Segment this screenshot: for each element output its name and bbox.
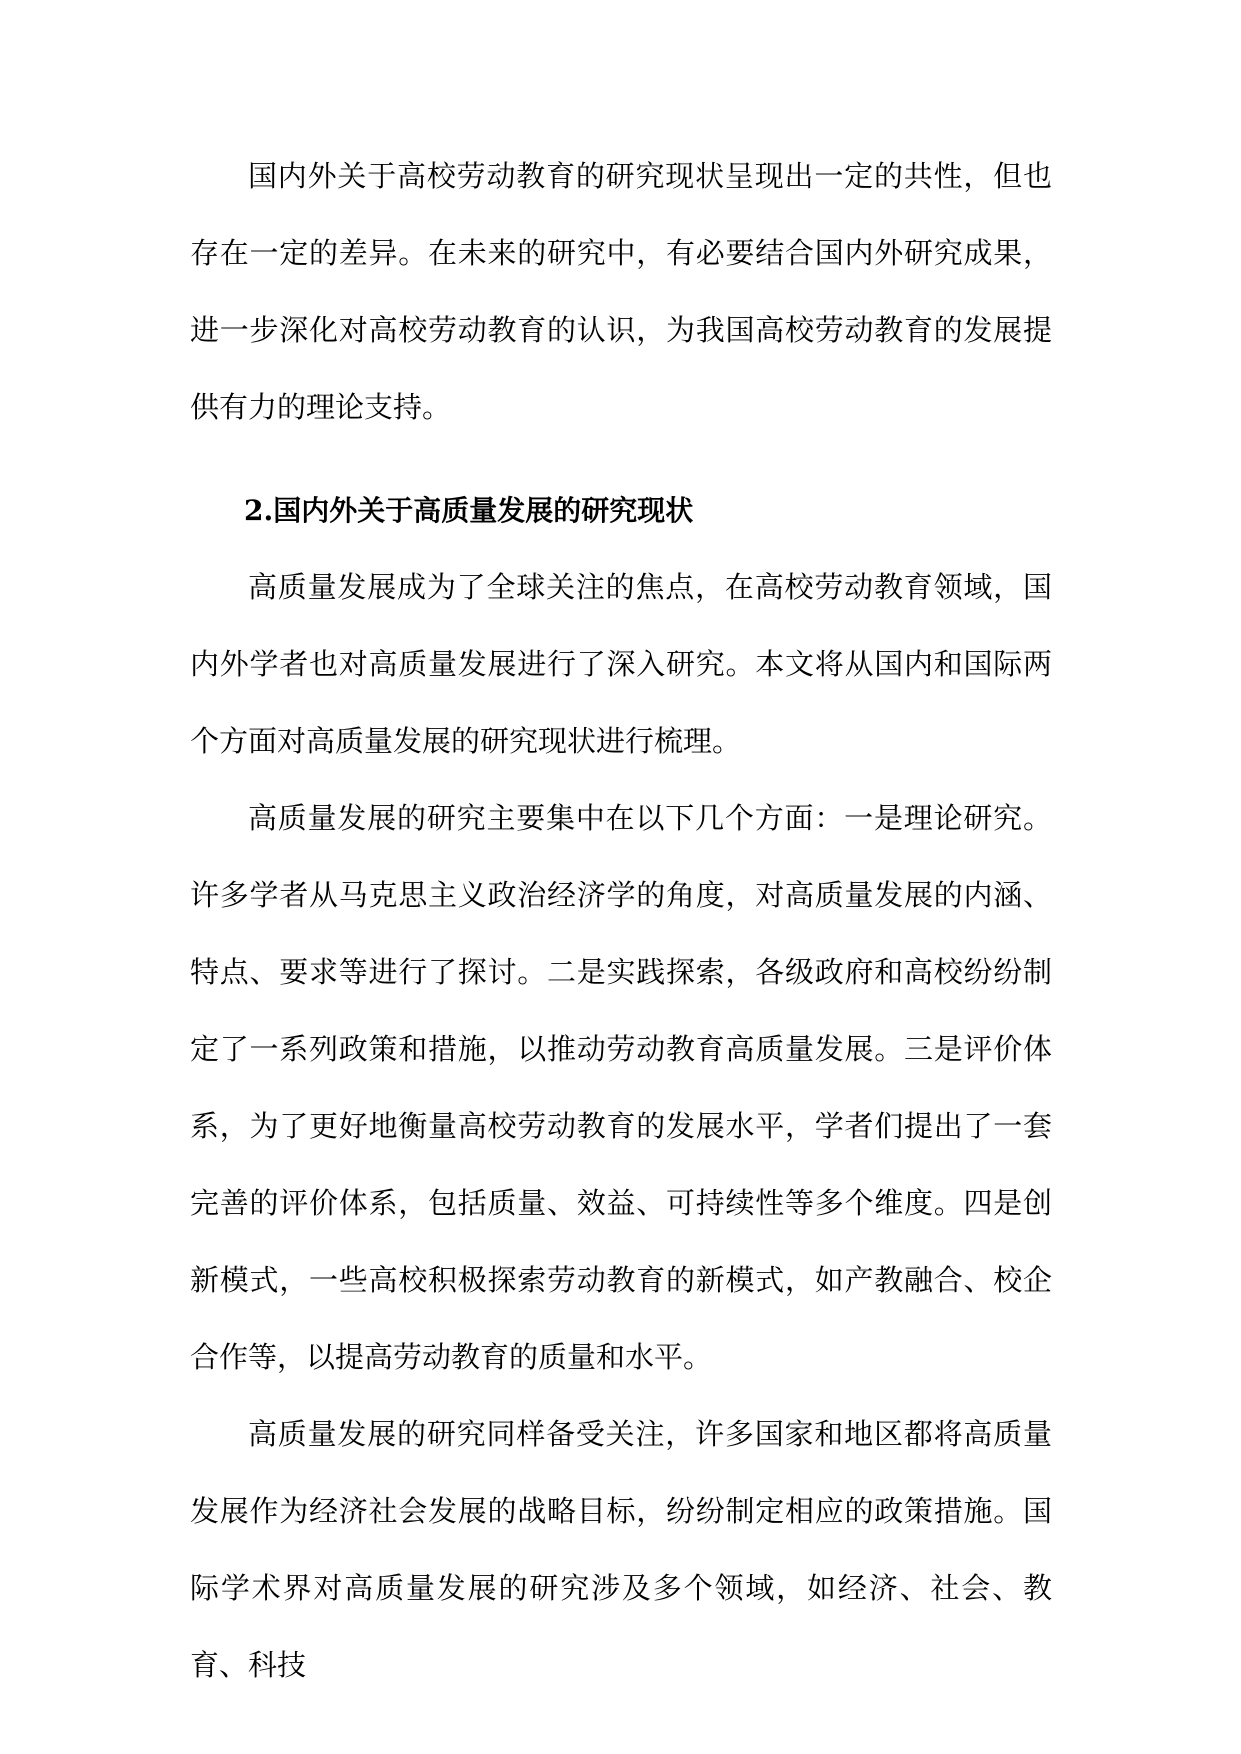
- paragraph-domestic-research: 高质量发展的研究主要集中在以下几个方面：一是理论研究。许多学者从马克思主义政治经济学的角度，对高质量发展的内涵、特点、要求等进行了探讨。二是实践探索，各级政府和高校纷纷制定了一系列政策和措施，以推动劳动教育高质量发展。三是评价体系，为了更好地衡量高校劳动教育的发展水平，学者们提出了一套完善的评价体系，包括质量、效益、可持续性等多个维度。四是创新模式，一些高校积极探索劳动教育的新模式，如产教融合、校企合作等，以提高劳动教育的质量和水平。: [190, 801, 1052, 1374]
- section-heading: 2.国内外关于高质量发展的研究现状: [244, 494, 694, 527]
- paragraph-overview: 高质量发展成为了全球关注的焦点，在高校劳动教育领域，国内外学者也对高质量发展进行了深入研究。本文将从国内和国际两个方面对高质量发展的研究现状进行梳理。: [190, 570, 1052, 758]
- document-body: [190, 138, 1052, 1704]
- paragraph-international-research: 高质量发展的研究同样备受关注，许多国家和地区都将高质量发展作为经济社会发展的战略目标，纷纷制定相应的政策措施。国际学术界对高质量发展的研究涉及多个领域，如经济、社会、教育、科技: [190, 1417, 1052, 1682]
- paragraph-intro-summary: 国内外关于高校劳动教育的研究现状呈现出一定的共性，但也存在一定的差异。在未来的研究中，有必要结合国内外研究成果，进一步深化对高校劳动教育的认识，为我国高校劳动教育的发展提供有力的理论支持。: [190, 159, 1052, 424]
